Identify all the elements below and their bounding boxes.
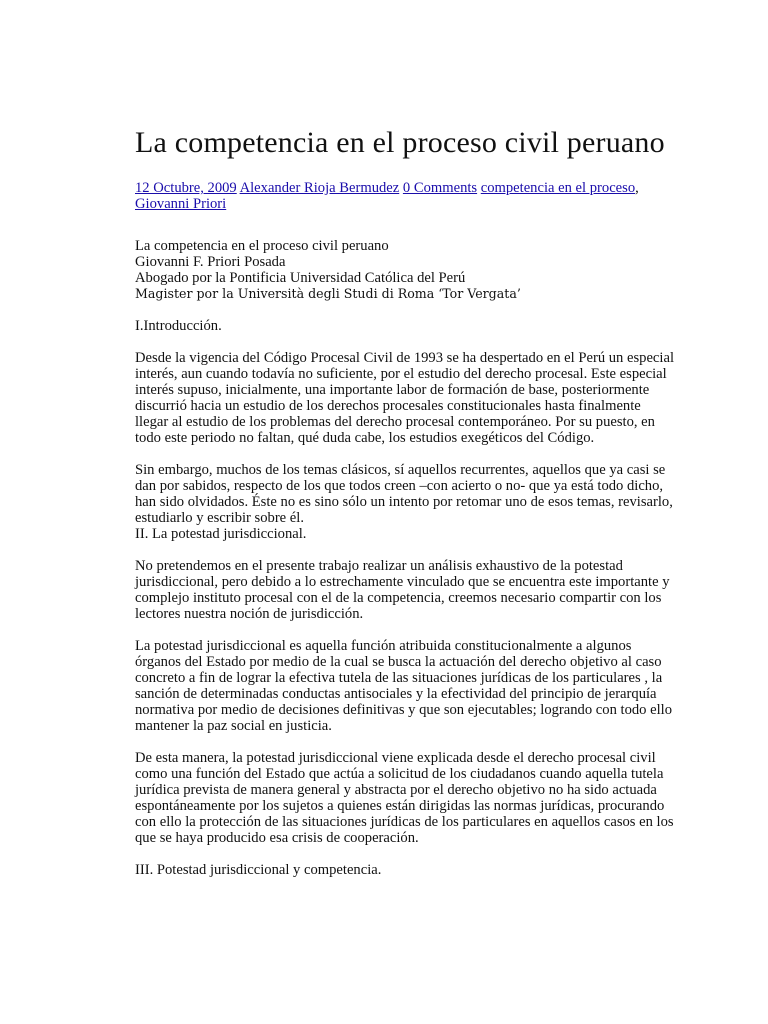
section-heading-3: III. Potestad jurisdiccional y competencia. bbox=[135, 862, 382, 878]
paragraph-5: De esta manera, la potestad jurisdiccional viene explicada desde el derecho procesal civil como una función del Estado que actúa a solicitud de los ciudadanos cuando aquella tutela jurídica prevista de manera general y abstracta por el derecho objetivo no ha sido actuada espontáneamente por los sujetos a quienes están dirigidas las normas jurídicas, procurando con ello la protección de las situaciones jurídicas de los particulares en aquellos casos en los que se haya producido esa crisis de cooperación. bbox=[135, 750, 674, 846]
header-line-magister: Magister por la Università degli Studi di Roma ‘Tor Vergata’ bbox=[135, 286, 521, 301]
tag-link-competencia[interactable]: competencia en el proceso bbox=[480, 180, 636, 196]
date-link[interactable]: 12 Octubre, 2009 bbox=[135, 180, 237, 196]
comments-link[interactable]: 0 Comments bbox=[402, 180, 478, 196]
tag-separator: , bbox=[635, 180, 639, 196]
header-line-title: La competencia en el proceso civil peruano bbox=[135, 238, 389, 254]
paragraph-3: No pretendemos en el presente trabajo realizar un análisis exhaustivo de la potestad jurisdiccional, pero debido a lo estrechamente vinculado que se encuentra este importante y complejo instituto procesal con el de la competencia, creemos necesario compartir con los lectores nuestra noción de jurisdicción. bbox=[135, 558, 670, 622]
paragraph-2: Sin embargo, muchos de los temas clásicos, sí aquellos recurrentes, aquellos que ya casi se dan por sabidos, respecto de los que todos creen –con acierto o no- que ya está todo dicho, han sido olvidados. Éste no es sino sólo un intento por retomar uno de esos temas, revisarlo, estudiarlo y escribir sobre él. bbox=[135, 462, 673, 526]
article-header-block bbox=[135, 238, 675, 302]
article-title: La competencia en el proceso civil peruano bbox=[135, 126, 665, 159]
tag-link-priori[interactable]: Giovanni Priori bbox=[135, 196, 227, 212]
author-link[interactable]: Alexander Rioja Bermudez bbox=[239, 180, 400, 196]
article bbox=[135, 126, 675, 878]
article-meta bbox=[135, 180, 675, 212]
paragraph-1: Desde la vigencia del Código Procesal Civil de 1993 se ha despertado en el Perú un especial interés, aun cuando todavía no suficiente, por el estudio del derecho procesal. Este especial interés supuso, inicialmente, una importante labor de formación de base, posteriormente discurrió hacia un estudio de los derechos procesales constitucionales hasta finalmente llegar al estudio de los problemas del derecho procesal contemporáneo. Por su puesto, en todo este periodo no faltan, qué duda cabe, los estudios exegéticos del Código. bbox=[135, 350, 674, 446]
section-heading-1: I.Introducción. bbox=[135, 318, 222, 334]
section-heading-2: II. La potestad jurisdiccional. bbox=[135, 526, 307, 542]
paragraph-4: La potestad jurisdiccional es aquella función atribuida constitucionalmente a algunos órganos del Estado por medio de la cual se busca la actuación del derecho objetivo al caso concreto a fin de lograr la efectiva tutela de las situaciones jurídicas de los particulares , la sanción de determinadas conductas antisociales y la efectividad del principio de jerarquía normativa por medio de decisiones definitivas y que son ejecutables; logrando con todo ello mantener la paz social en justicia. bbox=[135, 638, 672, 734]
article-body bbox=[135, 318, 675, 878]
header-line-author: Giovanni F. Priori Posada bbox=[135, 254, 286, 270]
header-line-degree: Abogado por la Pontificia Universidad Católica del Perú bbox=[135, 270, 466, 286]
